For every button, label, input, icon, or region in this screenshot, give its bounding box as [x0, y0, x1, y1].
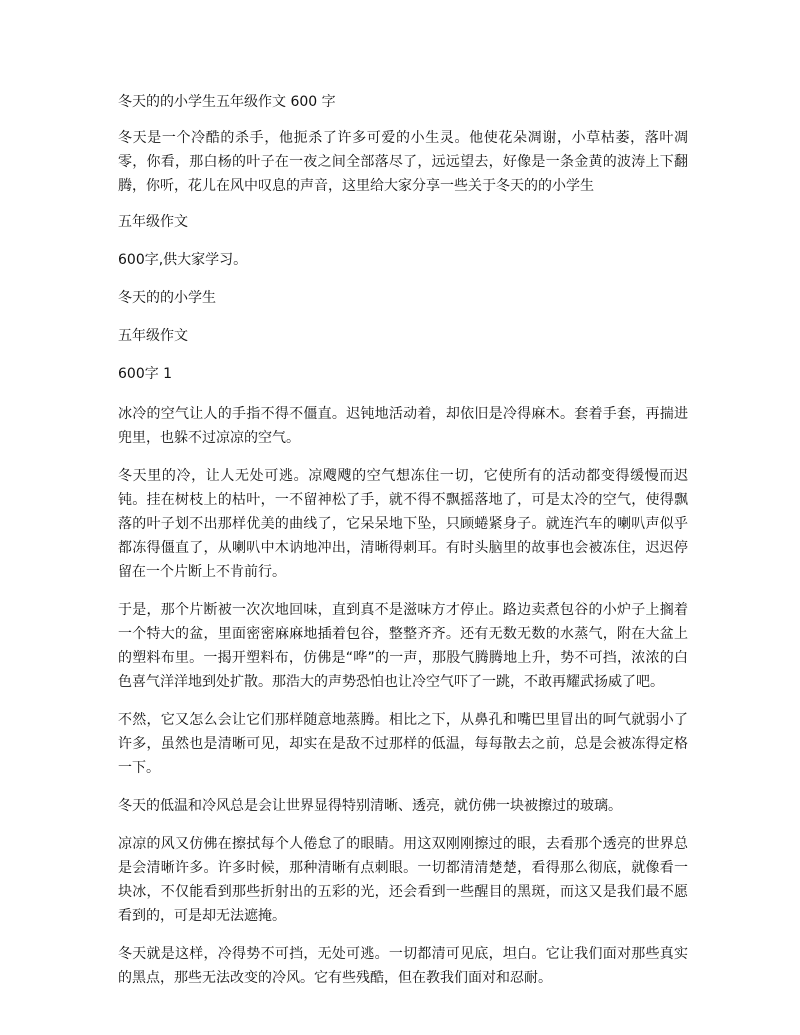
- subtitle-line: 冬天的的小学生: [118, 290, 216, 306]
- body-paragraph: 冬天的低温和冷风总是会让世界显得特别清晰、透亮，就仿佛一块被擦过的玻璃。: [118, 798, 622, 814]
- subtitle-line: 五年级作文: [118, 328, 188, 344]
- body-paragraph: 冰冷的空气让人的手指不得不僵直。迟钝地活动着，却依旧是冷得麻木。套着手套，再揣进兜里，也躲不过凉凉的空气。: [118, 406, 688, 446]
- body-paragraph: 不然，它又怎么会让它们那样随意地蒸腾。相比之下，从鼻孔和嘴巴里冒出的呵气就弱小了许多，虽然也是清晰可见，却实在是敌不过那样的低温，每每散去之前，总是会被冻得定格一下。: [118, 712, 688, 776]
- intro-paragraph: 冬天是一个冷酷的杀手，他扼杀了许多可爱的小生灵。他使花朵凋谢，小草枯萎，落叶凋零，你看，那白杨的叶子在一夜之间全部落尽了，远远望去，好像是一条金黄的波涛上下翻腾，你听，花儿在风中叹息的声音，这里给大家分享一些关于冬天的的小学生: [118, 130, 688, 194]
- body-paragraph: 于是，那个片断被一次次地回味，直到真不是滋味方才停止。路边卖煮包谷的小炉子上搁着一个特大的盆，里面密密麻麻地插着包谷，整整齐齐。还有无数无数的水蒸气，附在大盆上的塑料布里。一揭开塑料布，仿佛是“哗”的一声，那股气腾腾地上升，势不可挡，浓浓的白色喜气洋洋地到处扩散。那浩大的声势恐怕也让冷空气吓了一跳，不敢再耀武扬威了吧。: [118, 602, 688, 690]
- document-page: [118, 92, 688, 1004]
- subtitle-line: 五年级作文: [118, 214, 188, 230]
- body-paragraph: 冬天里的冷，让人无处可逃。凉飕飕的空气想冻住一切，它使所有的活动都变得缓慢而迟钝。挂在树枝上的枯叶，一不留神松了手，就不得不飘摇落地了，可是太冷的空气，使得飘落的叶子划不出那样优美的曲线了，它呆呆地下坠，只顾蜷紧身子。就连汽车的喇叭声似乎都冻得僵直了，从喇叭中木讷地冲出，清晰得刺耳。有时头脑里的故事也会被冻住，迟迟停留在一个片断上不肯前行。: [118, 468, 688, 580]
- body-paragraph: 凉凉的风又仿佛在擦拭每个人倦怠了的眼睛。用这双刚刚擦过的眼，去看那个透亮的世界总是会清晰许多。许多时候，那种清晰有点刺眼。一切都清清楚楚，看得那么彻底，就像看一块冰，不仅能看到那些折射出的五彩的光，还会看到一些醒目的黑斑，而这又是我们最不愿看到的，可是却无法遮掩。: [118, 836, 688, 924]
- body-paragraph: 冬天就是这样，冷得势不可挡，无处可逃。一切都清可见底，坦白。它让我们面对那些真实的黑点，那些无法改变的冷风。它有些残酷，但在教我们面对和忍耐。: [118, 946, 688, 986]
- document-title: 冬天的的小学生五年级作文 600 字: [118, 94, 336, 110]
- subtitle-line: 600字,供大家学习。: [118, 252, 248, 268]
- section-heading: 600字 1: [118, 366, 173, 382]
